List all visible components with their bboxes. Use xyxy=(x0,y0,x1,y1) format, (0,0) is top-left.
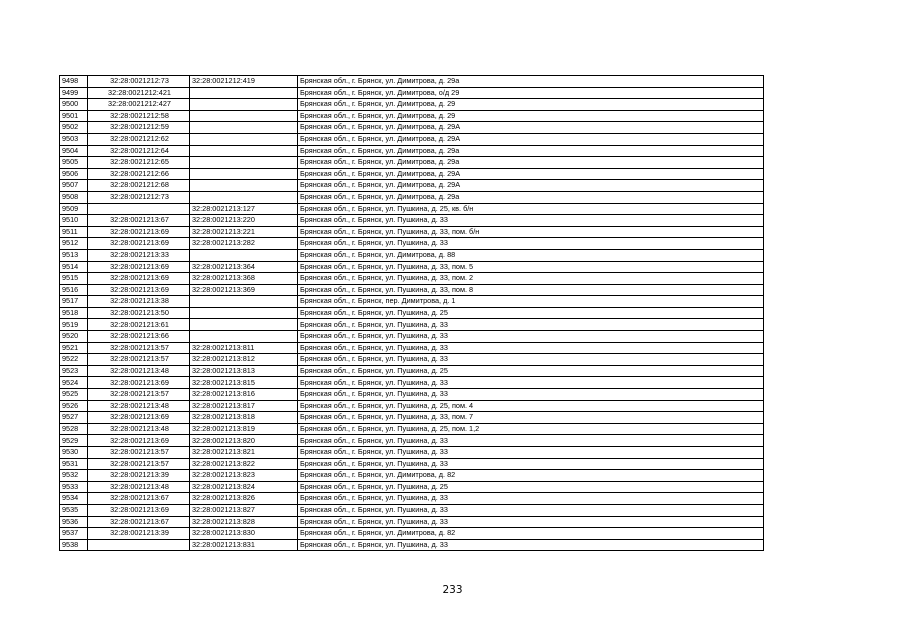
row-number-cell: 9513 xyxy=(60,249,88,261)
parcel-cadastral-number-cell: 32:28:0021213:69 xyxy=(88,504,190,516)
object-cadastral-number-cell: 32:28:0021213:823 xyxy=(190,470,298,482)
table-row xyxy=(60,493,764,505)
parcel-cadastral-number-cell: 32:28:0021213:69 xyxy=(88,412,190,424)
register-table xyxy=(59,75,764,551)
table-row xyxy=(60,284,764,296)
parcel-cadastral-number-cell: 32:28:0021213:69 xyxy=(88,377,190,389)
object-cadastral-number-cell: 32:28:0021213:364 xyxy=(190,261,298,273)
row-number-cell: 9506 xyxy=(60,168,88,180)
row-number-cell: 9520 xyxy=(60,331,88,343)
row-number-cell: 9505 xyxy=(60,157,88,169)
parcel-cadastral-number-cell: 32:28:0021212:73 xyxy=(88,76,190,88)
parcel-cadastral-number-cell: 32:28:0021212:64 xyxy=(88,145,190,157)
parcel-cadastral-number-cell: 32:28:0021213:38 xyxy=(88,296,190,308)
table-row xyxy=(60,168,764,180)
object-cadastral-number-cell: 32:28:0021213:830 xyxy=(190,528,298,540)
address-cell: Брянская обл., г. Брянск, ул. Пушкина, д. 33, пом. 5 xyxy=(298,261,764,273)
object-cadastral-number-cell: 32:28:0021213:819 xyxy=(190,423,298,435)
address-cell: Брянская обл., г. Брянск, ул. Пушкина, д. 33, пом. 8 xyxy=(298,284,764,296)
parcel-cadastral-number-cell: 32:28:0021213:69 xyxy=(88,261,190,273)
address-cell: Брянская обл., г. Брянск, ул. Димитрова, д. 29 xyxy=(298,99,764,111)
row-number-cell: 9529 xyxy=(60,435,88,447)
parcel-cadastral-number-cell: 32:28:0021213:48 xyxy=(88,423,190,435)
address-cell: Брянская обл., г. Брянск, ул. Пушкина, д. 33 xyxy=(298,238,764,250)
table-row xyxy=(60,516,764,528)
table-row xyxy=(60,99,764,111)
address-cell: Брянская обл., г. Брянск, ул. Пушкина, д. 33 xyxy=(298,493,764,505)
register-table-body xyxy=(60,76,764,551)
parcel-cadastral-number-cell: 32:28:0021213:69 xyxy=(88,273,190,285)
row-number-cell: 9523 xyxy=(60,365,88,377)
object-cadastral-number-cell xyxy=(190,191,298,203)
table-row xyxy=(60,261,764,273)
object-cadastral-number-cell: 32:28:0021213:817 xyxy=(190,400,298,412)
table-row xyxy=(60,539,764,551)
address-cell: Брянская обл., г. Брянск, ул. Пушкина, д. 33 xyxy=(298,319,764,331)
row-number-cell: 9499 xyxy=(60,87,88,99)
table-row xyxy=(60,365,764,377)
parcel-cadastral-number-cell: 32:28:0021213:33 xyxy=(88,249,190,261)
table-row xyxy=(60,504,764,516)
address-cell: Брянская обл., г. Брянск, ул. Пушкина, д. 33, пом. 7 xyxy=(298,412,764,424)
row-number-cell: 9521 xyxy=(60,342,88,354)
row-number-cell: 9510 xyxy=(60,215,88,227)
parcel-cadastral-number-cell: 32:28:0021213:67 xyxy=(88,493,190,505)
row-number-cell: 9500 xyxy=(60,99,88,111)
row-number-cell: 9503 xyxy=(60,133,88,145)
table-row xyxy=(60,470,764,482)
parcel-cadastral-number-cell: 32:28:0021212:58 xyxy=(88,110,190,122)
object-cadastral-number-cell: 32:28:0021213:818 xyxy=(190,412,298,424)
row-number-cell: 9518 xyxy=(60,307,88,319)
row-number-cell: 9534 xyxy=(60,493,88,505)
parcel-cadastral-number-cell: 32:28:0021213:66 xyxy=(88,331,190,343)
table-row xyxy=(60,296,764,308)
object-cadastral-number-cell: 32:28:0021213:816 xyxy=(190,389,298,401)
row-number-cell: 9525 xyxy=(60,389,88,401)
parcel-cadastral-number-cell: 32:28:0021213:67 xyxy=(88,516,190,528)
address-cell: Брянская обл., г. Брянск, ул. Димитрова, д. 82 xyxy=(298,470,764,482)
row-number-cell: 9530 xyxy=(60,447,88,459)
row-number-cell: 9511 xyxy=(60,226,88,238)
table-row xyxy=(60,319,764,331)
object-cadastral-number-cell: 32:28:0021213:220 xyxy=(190,215,298,227)
address-cell: Брянская обл., г. Брянск, пер. Димитрова, д. 1 xyxy=(298,296,764,308)
address-cell: Брянская обл., г. Брянск, ул. Пушкина, д. 25, кв. б/н xyxy=(298,203,764,215)
table-row xyxy=(60,87,764,99)
row-number-cell: 9531 xyxy=(60,458,88,470)
table-row xyxy=(60,458,764,470)
row-number-cell: 9514 xyxy=(60,261,88,273)
address-cell: Брянская обл., г. Брянск, ул. Димитрова, д. 29А xyxy=(298,168,764,180)
parcel-cadastral-number-cell: 32:28:0021212:68 xyxy=(88,180,190,192)
object-cadastral-number-cell: 32:28:0021213:812 xyxy=(190,354,298,366)
table-row xyxy=(60,273,764,285)
parcel-cadastral-number-cell: 32:28:0021213:39 xyxy=(88,528,190,540)
parcel-cadastral-number-cell: 32:28:0021212:427 xyxy=(88,99,190,111)
object-cadastral-number-cell: 32:28:0021213:127 xyxy=(190,203,298,215)
row-number-cell: 9533 xyxy=(60,481,88,493)
table-row xyxy=(60,331,764,343)
address-cell: Брянская обл., г. Брянск, ул. Димитрова, д. 29а xyxy=(298,157,764,169)
address-cell: Брянская обл., г. Брянск, ул. Пушкина, д. 25, пом. 1,2 xyxy=(298,423,764,435)
row-number-cell: 9526 xyxy=(60,400,88,412)
table-row xyxy=(60,423,764,435)
address-cell: Брянская обл., г. Брянск, ул. Пушкина, д. 33, пом. б/н xyxy=(298,226,764,238)
row-number-cell: 9532 xyxy=(60,470,88,482)
object-cadastral-number-cell: 32:28:0021213:815 xyxy=(190,377,298,389)
object-cadastral-number-cell xyxy=(190,249,298,261)
parcel-cadastral-number-cell: 32:28:0021213:57 xyxy=(88,447,190,459)
address-cell: Брянская обл., г. Брянск, ул. Пушкина, д. 33 xyxy=(298,504,764,516)
table-row xyxy=(60,215,764,227)
row-number-cell: 9538 xyxy=(60,539,88,551)
address-cell: Брянская обл., г. Брянск, ул. Димитрова, д. 29а xyxy=(298,145,764,157)
parcel-cadastral-number-cell: 32:28:0021213:61 xyxy=(88,319,190,331)
address-cell: Брянская обл., г. Брянск, ул. Пушкина, д. 33 xyxy=(298,215,764,227)
parcel-cadastral-number-cell: 32:28:0021212:66 xyxy=(88,168,190,180)
address-cell: Брянская обл., г. Брянск, ул. Димитрова, д. 88 xyxy=(298,249,764,261)
parcel-cadastral-number-cell: 32:28:0021212:62 xyxy=(88,133,190,145)
object-cadastral-number-cell xyxy=(190,145,298,157)
row-number-cell: 9536 xyxy=(60,516,88,528)
table-row xyxy=(60,191,764,203)
table-row xyxy=(60,249,764,261)
row-number-cell: 9507 xyxy=(60,180,88,192)
parcel-cadastral-number-cell: 32:28:0021212:421 xyxy=(88,87,190,99)
object-cadastral-number-cell xyxy=(190,319,298,331)
parcel-cadastral-number-cell: 32:28:0021212:59 xyxy=(88,122,190,134)
address-cell: Брянская обл., г. Брянск, ул. Пушкина, д. 25 xyxy=(298,481,764,493)
table-row xyxy=(60,307,764,319)
object-cadastral-number-cell xyxy=(190,110,298,122)
table-row xyxy=(60,122,764,134)
parcel-cadastral-number-cell: 32:28:0021213:57 xyxy=(88,342,190,354)
table-row xyxy=(60,133,764,145)
parcel-cadastral-number-cell: 32:28:0021213:57 xyxy=(88,354,190,366)
address-cell: Брянская обл., г. Брянск, ул. Пушкина, д. 33 xyxy=(298,458,764,470)
table-row xyxy=(60,481,764,493)
address-cell: Брянская обл., г. Брянск, ул. Пушкина, д. 33 xyxy=(298,377,764,389)
object-cadastral-number-cell: 32:28:0021213:820 xyxy=(190,435,298,447)
parcel-cadastral-number-cell: 32:28:0021213:50 xyxy=(88,307,190,319)
address-cell: Брянская обл., г. Брянск, ул. Пушкина, д. 25 xyxy=(298,365,764,377)
object-cadastral-number-cell: 32:28:0021213:821 xyxy=(190,447,298,459)
parcel-cadastral-number-cell: 32:28:0021213:67 xyxy=(88,215,190,227)
address-cell: Брянская обл., г. Брянск, ул. Пушкина, д. 33 xyxy=(298,389,764,401)
row-number-cell: 9528 xyxy=(60,423,88,435)
table-row xyxy=(60,180,764,192)
address-cell: Брянская обл., г. Брянск, ул. Пушкина, д. 33 xyxy=(298,354,764,366)
address-cell: Брянская обл., г. Брянск, ул. Пушкина, д. 33 xyxy=(298,435,764,447)
object-cadastral-number-cell: 32:28:0021213:813 xyxy=(190,365,298,377)
parcel-cadastral-number-cell: 32:28:0021213:57 xyxy=(88,389,190,401)
row-number-cell: 9519 xyxy=(60,319,88,331)
address-cell: Брянская обл., г. Брянск, ул. Димитрова, д. 29а xyxy=(298,191,764,203)
row-number-cell: 9515 xyxy=(60,273,88,285)
address-cell: Брянская обл., г. Брянск, ул. Димитрова, о/д 29 xyxy=(298,87,764,99)
object-cadastral-number-cell xyxy=(190,122,298,134)
address-cell: Брянская обл., г. Брянск, ул. Димитрова, д. 29а xyxy=(298,76,764,88)
row-number-cell: 9502 xyxy=(60,122,88,134)
object-cadastral-number-cell xyxy=(190,87,298,99)
object-cadastral-number-cell: 32:28:0021213:824 xyxy=(190,481,298,493)
table-row xyxy=(60,342,764,354)
object-cadastral-number-cell xyxy=(190,296,298,308)
row-number-cell: 9527 xyxy=(60,412,88,424)
table-row xyxy=(60,238,764,250)
object-cadastral-number-cell: 32:28:0021213:369 xyxy=(190,284,298,296)
row-number-cell: 9517 xyxy=(60,296,88,308)
object-cadastral-number-cell: 32:28:0021213:368 xyxy=(190,273,298,285)
object-cadastral-number-cell xyxy=(190,133,298,145)
table-row xyxy=(60,389,764,401)
table-row xyxy=(60,354,764,366)
address-cell: Брянская обл., г. Брянск, ул. Пушкина, д. 33 xyxy=(298,331,764,343)
parcel-cadastral-number-cell: 32:28:0021212:65 xyxy=(88,157,190,169)
address-cell: Брянская обл., г. Брянск, ул. Пушкина, д. 33 xyxy=(298,539,764,551)
parcel-cadastral-number-cell: 32:28:0021213:69 xyxy=(88,226,190,238)
object-cadastral-number-cell xyxy=(190,331,298,343)
table-row xyxy=(60,447,764,459)
table-row xyxy=(60,400,764,412)
object-cadastral-number-cell: 32:28:0021213:827 xyxy=(190,504,298,516)
address-cell: Брянская обл., г. Брянск, ул. Димитрова, д. 82 xyxy=(298,528,764,540)
parcel-cadastral-number-cell: 32:28:0021213:69 xyxy=(88,435,190,447)
table-row xyxy=(60,226,764,238)
object-cadastral-number-cell xyxy=(190,180,298,192)
object-cadastral-number-cell xyxy=(190,157,298,169)
parcel-cadastral-number-cell: 32:28:0021213:48 xyxy=(88,481,190,493)
row-number-cell: 9498 xyxy=(60,76,88,88)
table-row xyxy=(60,377,764,389)
row-number-cell: 9535 xyxy=(60,504,88,516)
row-number-cell: 9512 xyxy=(60,238,88,250)
address-cell: Брянская обл., г. Брянск, ул. Димитрова, д. 29А xyxy=(298,180,764,192)
page-number: 233 xyxy=(442,584,463,596)
object-cadastral-number-cell xyxy=(190,168,298,180)
table-row xyxy=(60,528,764,540)
object-cadastral-number-cell: 32:28:0021213:826 xyxy=(190,493,298,505)
object-cadastral-number-cell: 32:28:0021213:282 xyxy=(190,238,298,250)
row-number-cell: 9516 xyxy=(60,284,88,296)
table-row xyxy=(60,145,764,157)
parcel-cadastral-number-cell xyxy=(88,203,190,215)
row-number-cell: 9537 xyxy=(60,528,88,540)
row-number-cell: 9524 xyxy=(60,377,88,389)
table-row xyxy=(60,157,764,169)
object-cadastral-number-cell: 32:28:0021213:221 xyxy=(190,226,298,238)
table-row xyxy=(60,76,764,88)
table-row xyxy=(60,203,764,215)
parcel-cadastral-number-cell: 32:28:0021213:57 xyxy=(88,458,190,470)
address-cell: Брянская обл., г. Брянск, ул. Пушкина, д. 33, пом. 2 xyxy=(298,273,764,285)
parcel-cadastral-number-cell: 32:28:0021213:69 xyxy=(88,284,190,296)
address-cell: Брянская обл., г. Брянск, ул. Димитрова, д. 29А xyxy=(298,122,764,134)
object-cadastral-number-cell: 32:28:0021212:419 xyxy=(190,76,298,88)
table-row xyxy=(60,110,764,122)
row-number-cell: 9509 xyxy=(60,203,88,215)
address-cell: Брянская обл., г. Брянск, ул. Димитрова, д. 29 xyxy=(298,110,764,122)
address-cell: Брянская обл., г. Брянск, ул. Димитрова, д. 29А xyxy=(298,133,764,145)
parcel-cadastral-number-cell xyxy=(88,539,190,551)
object-cadastral-number-cell xyxy=(190,307,298,319)
address-cell: Брянская обл., г. Брянск, ул. Пушкина, д. 33 xyxy=(298,516,764,528)
table-row xyxy=(60,435,764,447)
object-cadastral-number-cell: 32:28:0021213:811 xyxy=(190,342,298,354)
parcel-cadastral-number-cell: 32:28:0021213:69 xyxy=(88,238,190,250)
row-number-cell: 9504 xyxy=(60,145,88,157)
object-cadastral-number-cell: 32:28:0021213:831 xyxy=(190,539,298,551)
address-cell: Брянская обл., г. Брянск, ул. Пушкина, д. 25, пом. 4 xyxy=(298,400,764,412)
parcel-cadastral-number-cell: 32:28:0021212:73 xyxy=(88,191,190,203)
row-number-cell: 9522 xyxy=(60,354,88,366)
object-cadastral-number-cell: 32:28:0021213:822 xyxy=(190,458,298,470)
row-number-cell: 9508 xyxy=(60,191,88,203)
parcel-cadastral-number-cell: 32:28:0021213:48 xyxy=(88,365,190,377)
object-cadastral-number-cell: 32:28:0021213:828 xyxy=(190,516,298,528)
object-cadastral-number-cell xyxy=(190,99,298,111)
address-cell: Брянская обл., г. Брянск, ул. Пушкина, д. 25 xyxy=(298,307,764,319)
row-number-cell: 9501 xyxy=(60,110,88,122)
address-cell: Брянская обл., г. Брянск, ул. Пушкина, д. 33 xyxy=(298,447,764,459)
parcel-cadastral-number-cell: 32:28:0021213:39 xyxy=(88,470,190,482)
address-cell: Брянская обл., г. Брянск, ул. Пушкина, д. 33 xyxy=(298,342,764,354)
parcel-cadastral-number-cell: 32:28:0021213:48 xyxy=(88,400,190,412)
table-row xyxy=(60,412,764,424)
